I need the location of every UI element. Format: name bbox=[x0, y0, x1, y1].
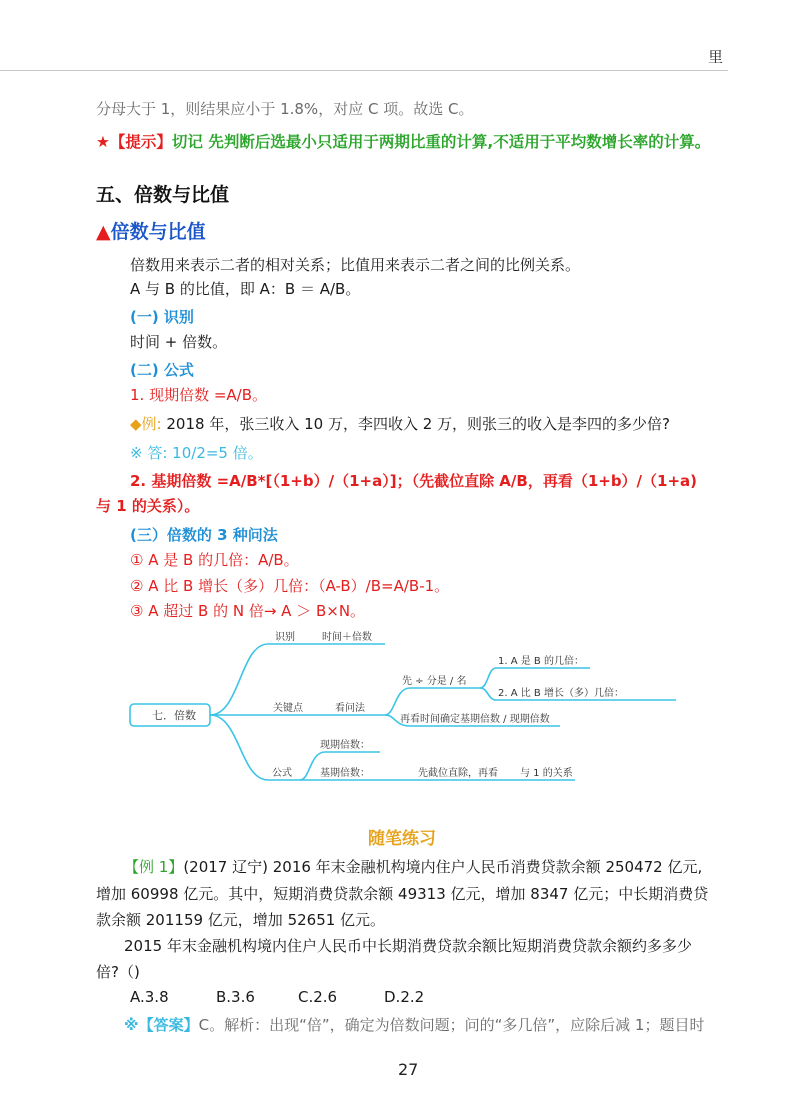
formula-heading: (二) 公式 bbox=[130, 361, 194, 379]
mindmap-identify: 识别 bbox=[275, 632, 295, 643]
example-1-line1 bbox=[124, 856, 702, 877]
section-subtitle-text: 倍数与比值 bbox=[110, 221, 206, 243]
section-subtitle bbox=[96, 217, 206, 244]
example-1-line2: 增加 60998 亿元。其中，短期消费贷款余额 49313 亿元，增加 8347 亿元；中长期消费贷 bbox=[96, 885, 709, 903]
mindmap-root: 七．倍数 bbox=[152, 709, 196, 722]
example-text: 2018 年，张三收入 10 万，李四收入 2 万，则张三的收入是李四的多少倍? bbox=[166, 415, 670, 433]
mindmap-q1: 1. A 是 B 的几倍： bbox=[498, 656, 584, 667]
mindmap-identify-leaf: 时间＋倍数 bbox=[322, 632, 372, 643]
method-2: ② A 比 B 增长（多）几倍：（A-B）/B=A/B-1。 bbox=[130, 577, 450, 595]
section-title: 五、倍数与比值 bbox=[96, 184, 230, 206]
formula-2-line2: 与 1 的关系）。 bbox=[96, 497, 200, 515]
answer-tag: ※【答案】 bbox=[124, 1016, 199, 1034]
identify-text: 时间 + 倍数。 bbox=[130, 333, 228, 351]
question-line1: 2015 年末金融机构境内住户人民币中长期消费贷款余额比短期消费贷款余额约多多少 bbox=[124, 937, 692, 955]
answer-explanation-text: C。解析：出现“倍”，确定为倍数问题；问的“多几倍”，应除后减 1；题目时 bbox=[198, 1016, 705, 1034]
mindmap-keypoint-second: 再看时间确定基期倍数 / 现期倍数 bbox=[400, 714, 550, 725]
option-b: B.3.6 bbox=[216, 988, 255, 1006]
ratio-text: A 与 B 的比值，即 A：B ＝ A/B。 bbox=[130, 280, 361, 298]
page-number: 27 bbox=[398, 1060, 419, 1079]
question-line2: 倍?（) bbox=[96, 963, 140, 981]
mindmap-q2: 2. A 比 B 增长（多）几倍： bbox=[498, 688, 624, 699]
mindmap-formula-now: 现期倍数： bbox=[320, 740, 370, 751]
example-line bbox=[130, 413, 670, 434]
mindmap-keypoint-mid: 看问法 bbox=[335, 703, 365, 714]
example-1-line3: 款余额 201159 亿元，增加 52651 亿元。 bbox=[96, 911, 386, 929]
method-1: ① A 是 B 的几倍：A/B。 bbox=[130, 551, 299, 569]
answer-explanation bbox=[124, 1014, 704, 1035]
tip-text: 切记 先判断后选最小只适用于两期比重的计算,不适用于平均数增长率的计算。 bbox=[171, 133, 711, 151]
header-corner-char: 里 bbox=[708, 48, 724, 66]
methods-heading: (三）倍数的 3 种问法 bbox=[130, 526, 278, 544]
formula-1: 1. 现期倍数 =A/B。 bbox=[130, 386, 268, 404]
answer-line bbox=[130, 442, 263, 463]
intro-line: 分母大于 1，则结果应小于 1.8%，对应 C 项。故选 C。 bbox=[96, 100, 474, 118]
mindmap-formula-tail: 先截位直除，再看 bbox=[418, 768, 498, 779]
tip-line bbox=[96, 130, 710, 152]
header-divider bbox=[0, 70, 728, 71]
mind-map bbox=[0, 630, 800, 810]
example-1-tag: 【例 1】 bbox=[124, 858, 184, 876]
option-d: D.2.2 bbox=[384, 988, 425, 1006]
option-c: C.2.6 bbox=[298, 988, 338, 1006]
mindmap-formula-base: 基期倍数： bbox=[320, 768, 370, 779]
method-3: ③ A 超过 B 的 N 倍→ A ＞ B×N。 bbox=[130, 602, 366, 620]
example-label: ◆例: bbox=[130, 415, 162, 433]
identify-heading: (一) 识别 bbox=[130, 308, 194, 326]
mindmap-keypoint: 关键点 bbox=[273, 703, 303, 714]
example-1-text: (2017 辽宁) 2016 年末金融机构境内住户人民币消费贷款余额 250472 亿元, bbox=[183, 858, 703, 876]
triangle-icon: ▲ bbox=[96, 221, 111, 243]
mindmap-formula: 公式 bbox=[272, 768, 292, 779]
mindmap-keypoint-first: 先 ÷ 分是 / 名 bbox=[402, 676, 467, 687]
star-icon: ★ bbox=[96, 133, 110, 151]
answer-text: 10/2=5 倍。 bbox=[172, 444, 263, 462]
tip-label: 【提示】 bbox=[109, 133, 172, 151]
option-a: A.3.8 bbox=[130, 988, 169, 1006]
answer-label: ※ 答: bbox=[130, 444, 168, 462]
definition-text: 倍数用来表示二者的相对关系；比值用来表示二者之间的比例关系。 bbox=[130, 256, 581, 274]
mindmap-formula-tail2: 与 1 的关系 bbox=[520, 768, 573, 779]
practice-title: 随笔练习 bbox=[368, 829, 436, 849]
formula-2-line1: 2. 基期倍数 =A/B*[（1+b）/（1+a）]；（先截位直除 A/B，再看（1+b）/（1+a) bbox=[130, 472, 698, 490]
